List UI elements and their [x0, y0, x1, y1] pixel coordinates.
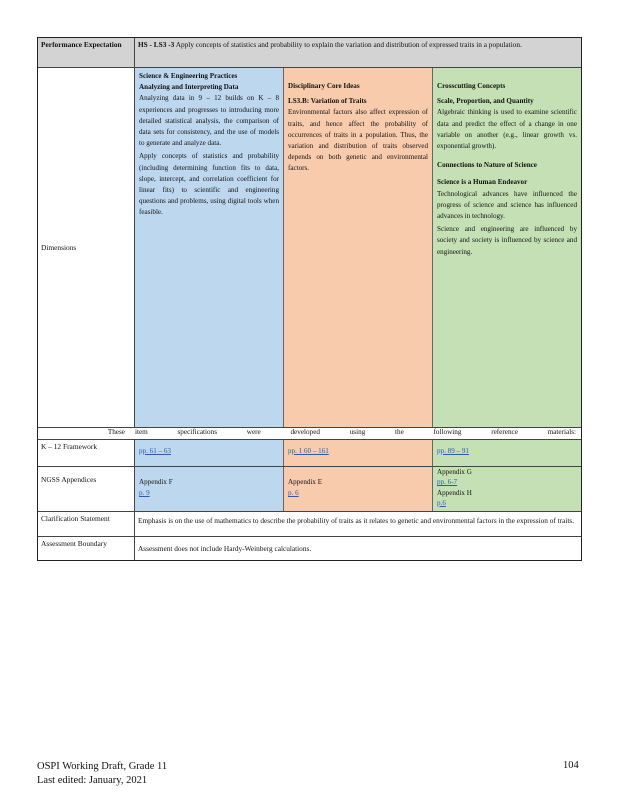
pe-text	[135, 38, 581, 67]
dci-column	[284, 68, 433, 427]
k12-label: K – 12 Framework	[38, 440, 135, 466]
ccc-body: Algebraic thinking is used to examine scientific data and predict the effect of a change in one variable on another (e.g., linear growth vs. exponential growth).	[437, 108, 577, 151]
pe-description: Apply concepts of statistics and probability to explain the variation and distribution of expressed traits in a population.	[175, 40, 522, 49]
ngss-dci-appendix: Appendix E	[288, 478, 323, 486]
reference-intro-text: item specifications were developed using the following reference materials:	[135, 428, 576, 436]
ngss-ccc-link-1[interactable]: pp. 6-7	[437, 478, 458, 487]
ngss-sep-appendix: Appendix F	[139, 478, 173, 486]
pe-code: HS - LS3 -3	[138, 40, 175, 49]
ccc-bullet-1: Technological advances have influenced the progress of science and science has influenced advances in technology.	[437, 189, 577, 221]
assessment-boundary-row	[38, 537, 581, 560]
clarification-text: Emphasis is on the use of mathematics to describe the probability of traits as it relates to genetic and environmental factors in the expression of traits.	[135, 512, 581, 536]
sep-subtitle: Analyzing and Interpreting Data	[139, 83, 239, 92]
k12-dci-link[interactable]: pp. 1 60 – 161	[288, 447, 329, 455]
assessment-label: Assessment Boundary	[38, 537, 135, 560]
ngss-label: NGSS Appendices	[38, 467, 135, 511]
dci-subtitle: LS3.B: Variation of Traits	[288, 97, 367, 106]
k12-ccc-link[interactable]: pp. 89 – 91	[437, 447, 469, 455]
sep-title: Science & Engineering Practices	[139, 72, 238, 80]
ngss-sep-link[interactable]: p. 9	[139, 489, 150, 498]
k12-sep-link[interactable]: pp. 61 – 63	[139, 447, 171, 455]
reference-intro-lead: These	[107, 428, 125, 436]
sep-body: Analyzing data in 9 – 12 builds on K – 8 experiences and progresses to introducing more detailed statistical analysis, the comparison of data sets for consistency, and the use of models to generate and analyze data.	[139, 94, 279, 148]
ccc-human-endeavor: Science is a Human Endeavor	[437, 178, 528, 187]
ccc-title: Crosscutting Concepts	[437, 82, 506, 90]
dci-body: Environmental factors also affect expression of traits, and hence affect the probability of occurrences of traits in a population. Thus, the variation and distribution of traits observed depends on both genetic and environmental factors.	[288, 108, 428, 173]
sep-bullet: Apply concepts of statistics and probability (including determining function fits to data, slope, intercept, and correlation coefficient for linear fits) to scientific and engineering questions and problems, using digital tools when feasible.	[139, 152, 279, 217]
ccc-connections: Connections to Nature of Science	[437, 161, 537, 170]
dimensions-row	[38, 68, 581, 428]
ngss-ccc-link-2[interactable]: p.6	[437, 498, 446, 507]
ngss-dci-cell	[284, 467, 433, 511]
clarification-row	[38, 512, 581, 537]
ngss-dci-link[interactable]: p. 6	[288, 489, 299, 498]
sep-column	[135, 68, 284, 427]
footer-info	[37, 760, 167, 787]
ccc-column	[433, 68, 581, 427]
ngss-ccc-appendix-2: Appendix H	[437, 488, 472, 497]
ccc-subtitle: Scale, Proportion, and Quantity	[437, 97, 534, 106]
k12-sep-cell	[135, 440, 284, 466]
k12-ccc-cell	[433, 440, 581, 466]
performance-expectation-row	[38, 38, 581, 68]
footer-edited-line: Last edited: January, 2021	[37, 774, 148, 786]
dci-title: Disciplinary Core Ideas	[288, 82, 360, 90]
ccc-bullet-2: Science and engineering are influenced by society and society is influenced by science and engineering.	[437, 225, 577, 256]
assessment-text: Assessment does not include Hardy-Weinberg calculations.	[135, 537, 581, 560]
ngss-sep-cell	[135, 467, 284, 511]
footer-draft-line: OSPI Working Draft, Grade 11	[37, 761, 168, 772]
reference-intro-row	[38, 428, 581, 440]
dimensions-label: Dimensions	[38, 68, 135, 427]
k12-dci-cell	[284, 440, 433, 466]
k12-framework-row	[38, 440, 581, 467]
ngss-ccc-appendix-1: Appendix G	[437, 468, 472, 476]
page-number: 104	[563, 760, 579, 771]
specification-table	[37, 37, 582, 561]
pe-label: Performance Expectation	[38, 38, 135, 67]
clarification-label: Clarification Statement	[38, 512, 135, 536]
ngss-ccc-cell	[433, 467, 581, 511]
ngss-appendices-row	[38, 467, 581, 512]
